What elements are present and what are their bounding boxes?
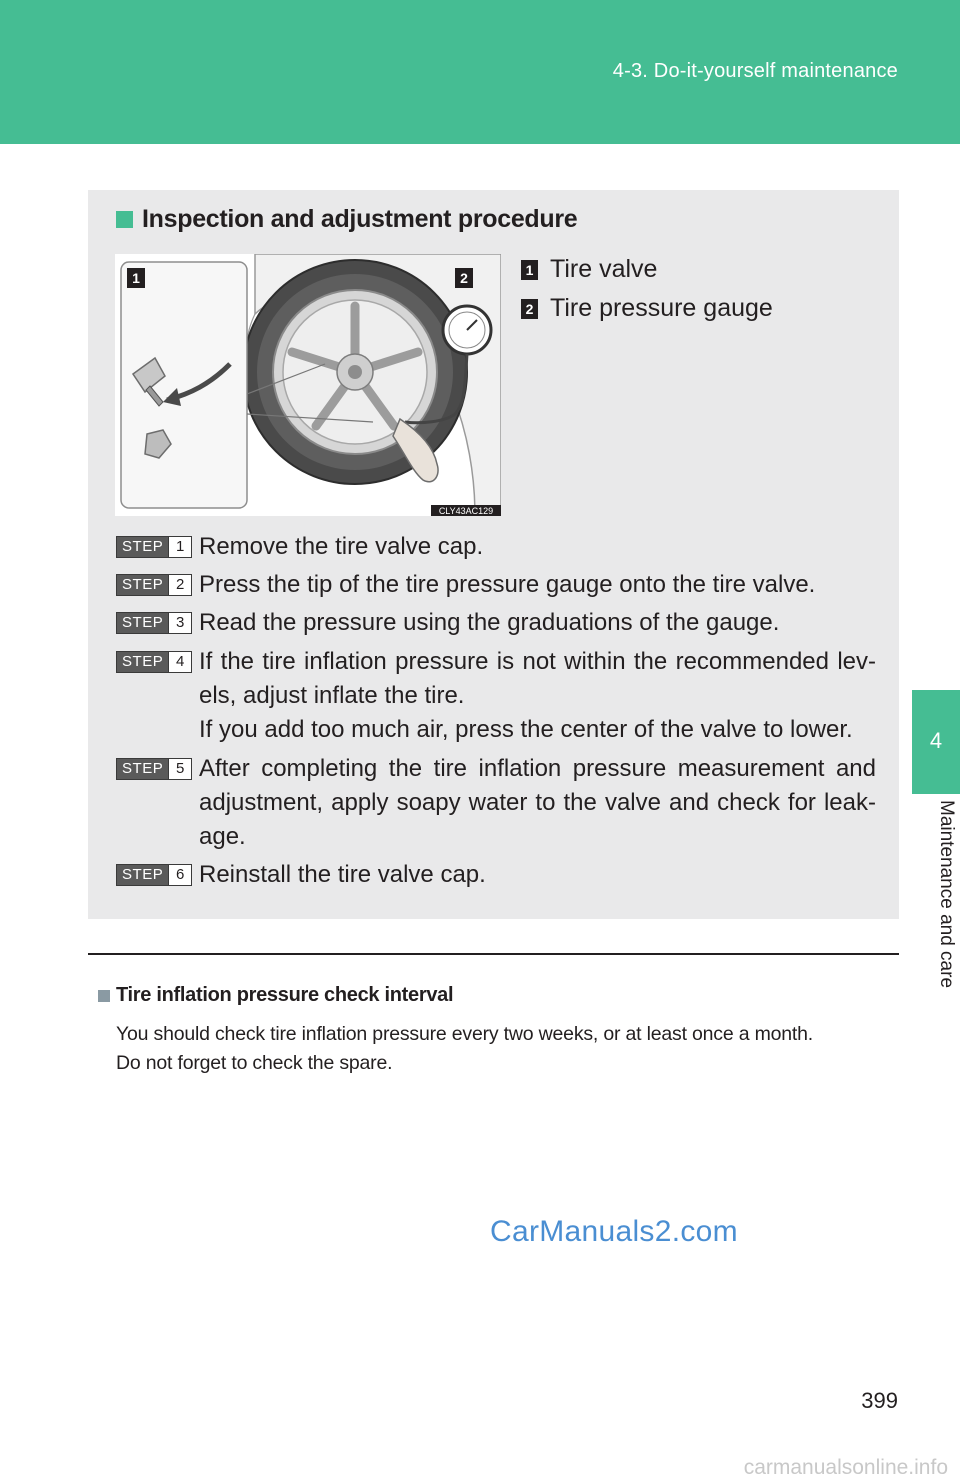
note-line: Do not forget to check the spare.: [116, 1052, 393, 1074]
step-text: Press the tip of the tire pressure gauge onto the tire valve.: [199, 571, 816, 598]
section-divider: [88, 953, 899, 955]
legend-item: [521, 289, 773, 328]
step-number: 3: [168, 613, 191, 633]
step-item: [116, 568, 876, 602]
step-word: STEP: [122, 866, 164, 883]
section-title: 4-3. Do-it-yourself maintenance: [612, 60, 898, 82]
step-item: [116, 530, 876, 564]
site-watermark: carmanualsonline.info: [743, 1456, 948, 1479]
note-square-icon: [98, 990, 110, 1002]
step-text: After completing the tire inflation pressure measurement and adjustment, apply soapy water to the valve and check for leak-age.: [199, 755, 876, 850]
number-badge: 2: [521, 299, 538, 319]
step-number: 1: [168, 537, 191, 557]
step-item: [116, 645, 876, 747]
step-number: 4: [168, 652, 191, 672]
number-badge: 1: [521, 260, 538, 280]
procedure-heading: [116, 205, 577, 234]
step-badge: [116, 864, 192, 886]
step-item: [116, 752, 876, 854]
note-body: [116, 1020, 896, 1078]
step-word: STEP: [122, 614, 164, 631]
note-heading-text: Tire inflation pressure check interval: [116, 984, 454, 1006]
legend-label: Tire valve: [550, 255, 658, 283]
legend-item: [521, 250, 773, 289]
step-word: STEP: [122, 538, 164, 555]
step-item: [116, 606, 876, 640]
callout-2: 2: [460, 270, 468, 286]
step-text: If the tire inflation pressure is not within the recommended lev-els, adjust inflate the tire.: [199, 648, 876, 709]
step-badge: [116, 758, 192, 780]
heading-square-icon: [116, 211, 133, 228]
callout-1: 1: [132, 270, 140, 286]
chapter-label: Maintenance and care: [936, 800, 957, 989]
page-number: 399: [861, 1388, 898, 1413]
step-text: Remove the tire valve cap.: [199, 533, 484, 560]
step-word: STEP: [122, 576, 164, 593]
step-list: [116, 530, 876, 892]
carmanuals-watermark[interactable]: CarManuals2.com: [490, 1215, 738, 1248]
step-badge: [116, 574, 192, 596]
note-heading: [98, 984, 453, 1007]
legend-label: Tire pressure gauge: [550, 294, 773, 322]
step-number: 6: [168, 865, 191, 885]
step-badge: [116, 612, 192, 634]
note-line: You should check tire inflation pressure every two weeks, or at least once a month.: [116, 1023, 813, 1045]
figure-legend: [521, 250, 773, 328]
step-text: Reinstall the tire valve cap.: [199, 861, 486, 888]
step-text: Read the pressure using the graduations of the gauge.: [199, 609, 780, 636]
step-item: [116, 858, 876, 892]
step-word: STEP: [122, 653, 164, 670]
step-text: If you add too much air, press the center of the valve to lower.: [199, 716, 853, 743]
step-word: STEP: [122, 760, 164, 777]
step-number: 2: [168, 575, 191, 595]
chapter-number: 4: [929, 728, 943, 753]
figure-code: CLY43AC129: [438, 506, 494, 516]
step-badge: [116, 651, 192, 673]
step-number: 5: [168, 759, 191, 779]
chapter-tab: [912, 690, 960, 794]
step-badge: [116, 536, 192, 558]
procedure-heading-text: Inspection and adjustment procedure: [142, 205, 578, 233]
tire-valve-illustration: [115, 254, 501, 516]
